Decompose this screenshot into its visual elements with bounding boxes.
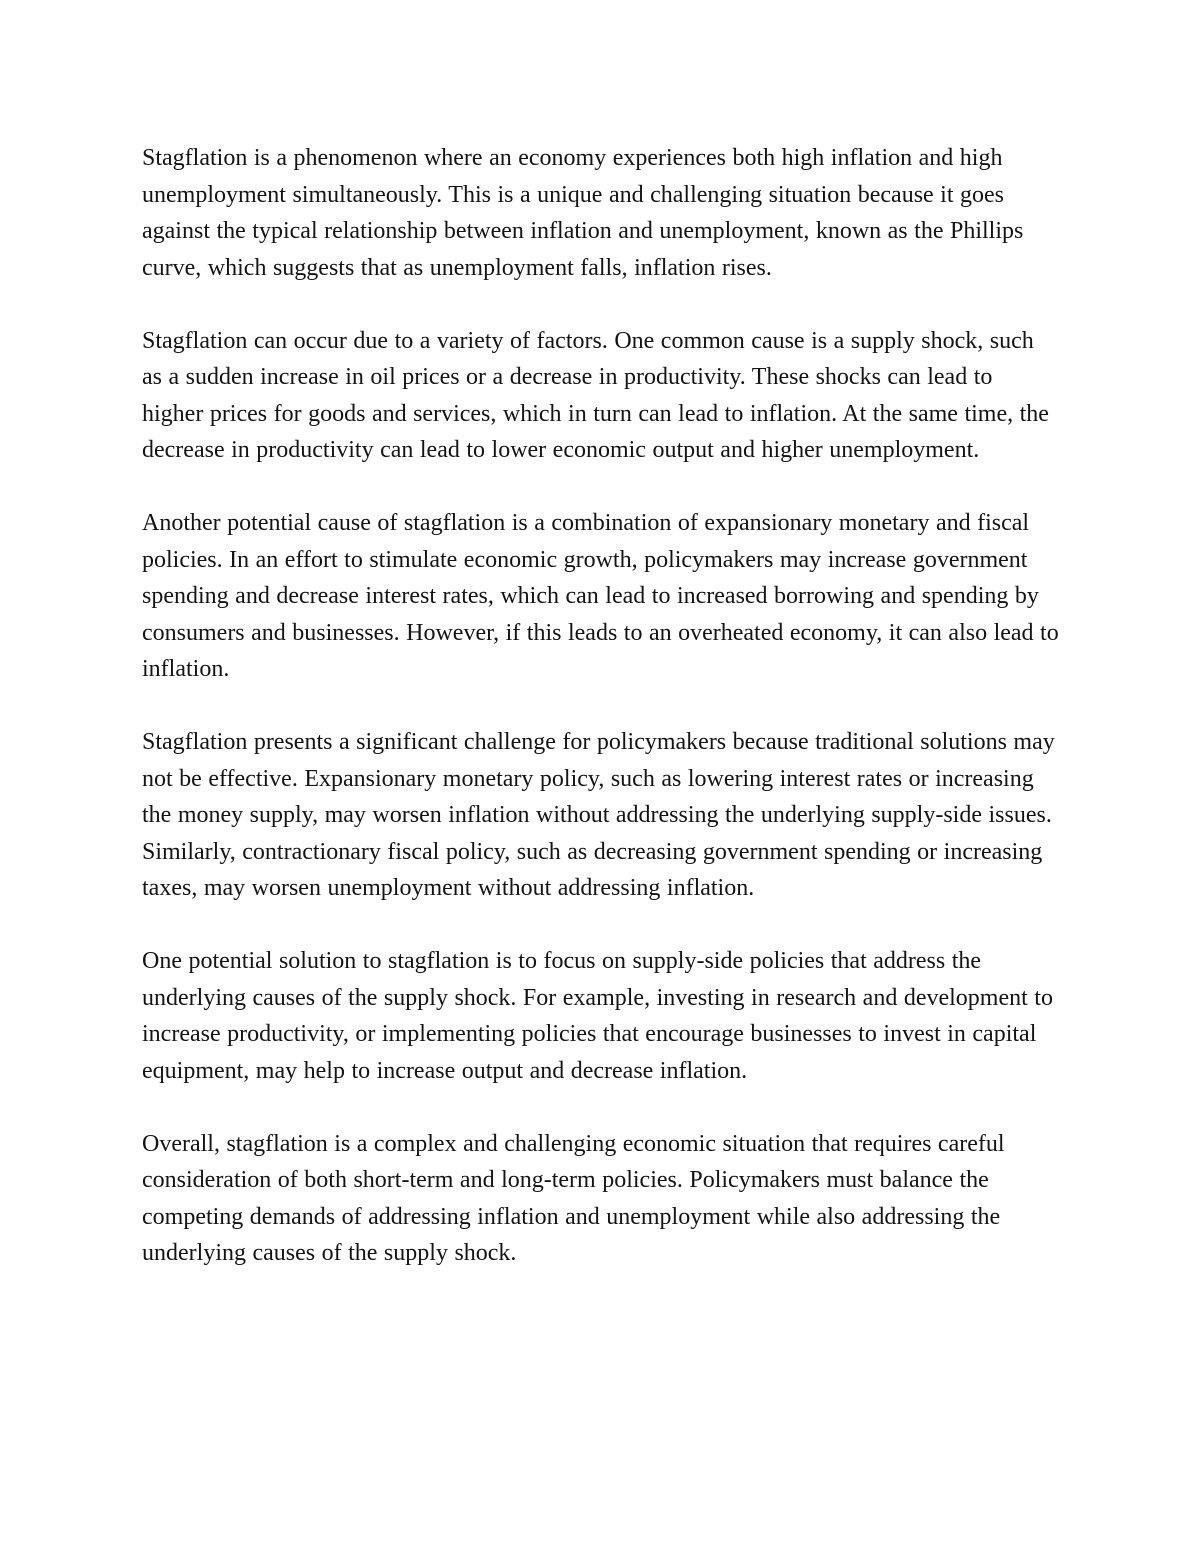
paragraph-2: Stagflation can occur due to a variety of factors. One common cause is a supply shock, such as a sudden increase in oil prices or a decrease in productivity. These shocks can lead to higher prices for goods and services, which in turn can lead to inflation. At the same time, the decrease in productivity can lead to lower economic output and higher unemployment. — [142, 327, 1049, 463]
document-body — [142, 140, 1060, 1272]
paragraph-1: Stagflation is a phenomenon where an economy experiences both high inflation and high unemployment simultaneously. This is a unique and challenging situation because it goes against the typical relationship between inflation and unemployment, known as the Phillips curve, which suggests that as unemployment falls, inflation rises. — [142, 145, 1024, 281]
paragraph-5: One potential solution to stagflation is to focus on supply-side policies that address the underlying causes of the supply shock. For example, investing in research and development to increase productivity, or implementing policies that encourage businesses to invest in capital equipment, may help to increase output and decrease inflation. — [142, 948, 1053, 1084]
paragraph-3: Another potential cause of stagflation is a combination of expansionary monetary and fiscal policies. In an effort to stimulate economic growth, policymakers may increase government spending and decrease interest rates, which can lead to increased borrowing and spending by consumers and businesses. However, if this leads to an overheated economy, it can also lead to inflation. — [142, 510, 1059, 682]
paragraph-4: Stagflation presents a significant challenge for policymakers because traditional solutions may not be effective. Expansionary monetary policy, such as lowering interest rates or increasing the money supply, may worsen inflation without addressing the underlying supply-side issues. Similarly, contractionary fiscal policy, such as decreasing government spending or increasing taxes, may worsen unemployment without addressing inflation. — [142, 729, 1055, 901]
paragraph-6: Overall, stagflation is a complex and challenging economic situation that requires careful consideration of both short-term and long-term policies. Policymakers must balance the competing demands of addressing inflation and unemployment while also addressing the underlying causes of the supply shock. — [142, 1130, 1005, 1266]
